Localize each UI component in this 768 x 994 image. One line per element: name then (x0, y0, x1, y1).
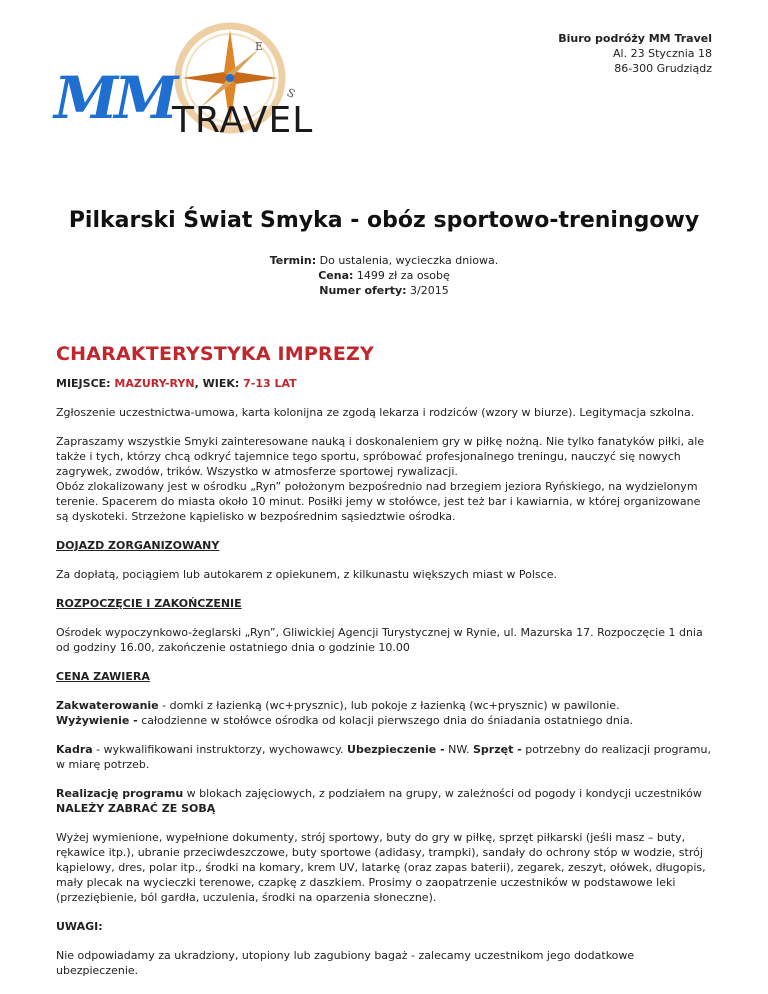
wyzywienie-label: Wyżywienie - (56, 714, 138, 727)
numer-label: Numer oferty: (319, 284, 407, 297)
termin-value: Do ustalenia, wycieczka dniowa. (319, 254, 499, 267)
rozpoczecie-text: Ośrodek wypoczynkowo-żeglarski „Ryn”, Gliwickiej Agencji Turystycznej w Rynie, ul. Mazurska 17. Rozpoczęcie 1 dnia od godziny 16.00, zakończenie ostatniego dnia o godzinie 10.00 (56, 626, 703, 654)
rozpoczecie-heading: ROZPOCZĘCIE I ZAKOŃCZENIE (56, 597, 242, 610)
kadra-paragraph (56, 742, 716, 772)
offer-content (56, 343, 716, 992)
miejsce-label: MIEJSCE: (56, 377, 111, 390)
description-intro: Zapraszamy wszystkie Smyki zainteresowane nauką i doskonaleniem gry w piłkę nożną. Nie tylko fanatyków piłki, ale także i tych, którzy chcą odkryć tajemnice tego sportu, spróbować profesjonalnego treningu, nauczyć się nowych zagrywek, zwodów, trików. Wszystko w atmosferze sportowej rywalizacji. (56, 435, 705, 478)
realizacja-paragraph (56, 786, 716, 816)
nalezy-zabrac-heading: NALEŻY ZABRAĆ ZE SOBĄ (56, 802, 216, 815)
company-name: Biuro podróży MM Travel (558, 32, 712, 45)
company-address-line1: Al. 23 Stycznia 18 (613, 47, 712, 60)
section-title: CHARAKTERYSTYKA IMPREZY (56, 343, 374, 365)
sprzet-text: potrzebny do realizacji programu, w miarę potrzeb. (56, 743, 711, 771)
termin-label: Termin: (269, 254, 317, 267)
kadra-label: Kadra (56, 743, 93, 756)
logo-travel-text: TRAVEL (172, 100, 314, 140)
mm-travel-logo (50, 20, 330, 140)
place-separator: , (194, 377, 199, 390)
svg-text:S: S (284, 85, 298, 101)
ubezpieczenie-label: Ubezpieczenie - (347, 743, 445, 756)
description-location: Obóz zlokalizowany jest w ośrodku „Ryn” położonym bezpośrednio nad brzegiem jeziora Ryńskiego, na wydzielonym terenie. Spacerem do miasta około 10 minut. Posiłki jemy w stołówce, jest też bar i kawiarnia, w której organizowane są dyskoteki. Strzeżone kąpielisko w bezpośrednim sąsiedztwie ośrodka. (56, 480, 701, 523)
nalezy-zabrac-text: Wyżej wymienione, wypełnione dokumenty, strój sportowy, buty do gry w piłkę, sprzęt piłkarski (jeśli masz – buty, rękawice itp.), ubranie przeciwdeszczowe, buty sportowe (adidasy, trampki), sandały do ochrony stóp w wodzie, strój kąpielowy, dres, polar itp., środki na komary, krem UV, latarkę (oraz zapas baterii), zegarek, zeszyt, ołówek, długopis, mały plecak na wycieczki terenowe, czapkę z daszkiem. Prosimy o zaopatrzenie uczestników w podstawowe leki (przeziębienie, ból gardła, uczulenia, środki na oparzenia słoneczne). (56, 831, 706, 904)
wyzywienie-text: całodzienne w stołówce ośrodka od kolacji pierwszego dnia do śniadania ostatniego dnia. (137, 714, 634, 727)
cena-label: Cena: (318, 269, 354, 282)
ubezpieczenie-text: NW. (444, 743, 473, 756)
wiek-value: 7-13 LAT (243, 377, 297, 390)
zakwaterowanie-label: Zakwaterowanie (56, 699, 159, 712)
company-address-line2: 86-300 Grudziądz (614, 62, 712, 75)
dojazd-heading: DOJAZD ZORGANIZOWANY (56, 539, 220, 552)
svg-text:E: E (255, 40, 264, 53)
description-paragraph (56, 434, 716, 524)
kadra-text: - wykwalifikowani instruktorzy, wychowawcy. (92, 743, 348, 756)
uwagi-text: Nie odpowiadamy za ukradziony, utopiony lub zagubiony bagaż - zalecamy uczestnikom jego dodatkowe ubezpieczenie. (56, 949, 635, 977)
place-line (56, 376, 716, 391)
offer-title: Pilkarski Świat Smyka - obóz sportowo-treningowy (68, 208, 700, 233)
uwagi-heading: UWAGI: (56, 920, 103, 933)
wiek-label: WIEK: (202, 377, 240, 390)
offer-meta (0, 253, 768, 298)
company-info (558, 31, 712, 76)
dojazd-text: Za dopłatą, pociągiem lub autokarem z opiekunem, z kilkunastu większych miast w Polsce. (56, 568, 557, 581)
miejsce-value: MAZURY-RYN (114, 377, 195, 390)
numer-value: 3/2015 (410, 284, 449, 297)
logo-mm-text: MM (54, 64, 175, 132)
cena-zawiera-heading: CENA ZAWIERA (56, 670, 150, 683)
cena-value: 1499 zł za osobę (356, 269, 450, 282)
realizacja-label: Realizację programu (56, 787, 184, 800)
sprzet-label: Sprzęt - (472, 743, 522, 756)
zakwaterowanie-text: - domki z łazienką (wc+prysznic), lub pokoje z łazienką (wc+prysznic) w pawilonie. (158, 699, 620, 712)
cena-zawiera-text (56, 698, 716, 728)
realizacja-text: w blokach zajęciowych, z podziałem na grupy, w zależności od pogody i kondycji uczestników (183, 787, 702, 800)
documents-paragraph: Zgłoszenie uczestnictwa-umowa, karta kolonijna ze zgodą lekarza i rodziców (wzory w biurze). Legitymacja szkolna. (56, 406, 695, 419)
